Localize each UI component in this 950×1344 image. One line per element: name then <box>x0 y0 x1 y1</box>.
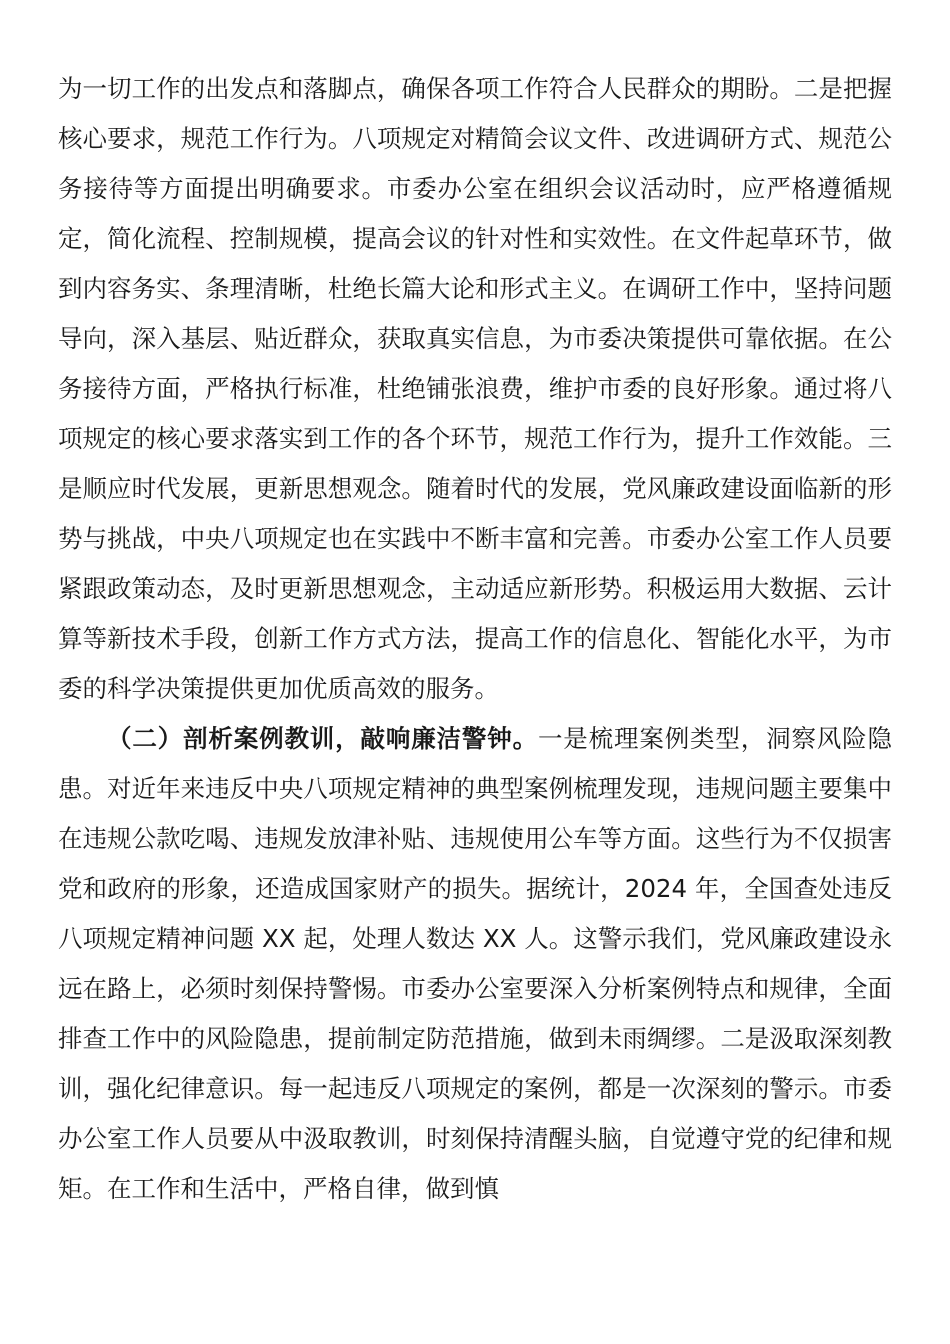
document-page <box>58 64 892 1214</box>
paragraph-continuation: 为一切工作的出发点和落脚点，确保各项工作符合人民群众的期盼。二是把握核心要求，规范工作行为。八项规定对精简会议文件、改进调研方式、规范公务接待等方面提出明确要求。市委办公室在组织会议活动时，应严格遵循规定，简化流程、控制规模，提高会议的针对性和实效性。在文件起草环节，做到内容务实、条理清晰，杜绝长篇大论和形式主义。在调研工作中，坚持问题导向，深入基层、贴近群众，获取真实信息，为市委决策提供可靠依据。在公务接待方面，严格执行标准，杜绝铺张浪费，维护市委的良好形象。通过将八项规定的核心要求落实到工作的各个环节，规范工作行为，提升工作效能。三是顺应时代发展，更新思想观念。随着时代的发展，党风廉政建设面临新的形势与挑战，中央八项规定也在实践中不断丰富和完善。市委办公室工作人员要紧跟政策动态，及时更新思想观念，主动适应新形势。积极运用大数据、云计算等新技术手段，创新工作方式方法，提高工作的信息化、智能化水平，为市委的科学决策提供更加优质高效的服务。 <box>58 74 892 703</box>
section-heading: （二）剖析案例教训，敲响廉洁警钟。 <box>107 724 538 753</box>
paragraph-section-2 <box>58 714 892 1214</box>
section-body-text: 一是梳理案例类型，洞察风险隐患。对近年来违反中央八项规定精神的典型案例梳理发现，违规问题主要集中在违规公款吃喝、违规发放津补贴、违规使用公车等方面。这些行为不仅损害党和政府的形象，还造成国家财产的损失。据统计，2024 年，全国查处违反八项规定精神问题 XX 起，处理人数达 XX 人。这警示我们，党风廉政建设永远在路上，必须时刻保持警惕。市委办公室要深入分析案例特点和规律，全面排查工作中的风险隐患，提前制定防范措施，做到未雨绸缪。二是汲取深刻教训，强化纪律意识。每一起违反八项规定的案例，都是一次深刻的警示。市委办公室工作人员要从中汲取教训，时刻保持清醒头脑，自觉遵守党的纪律和规矩。在工作和生活中，严格自律，做到慎 <box>58 724 893 1203</box>
